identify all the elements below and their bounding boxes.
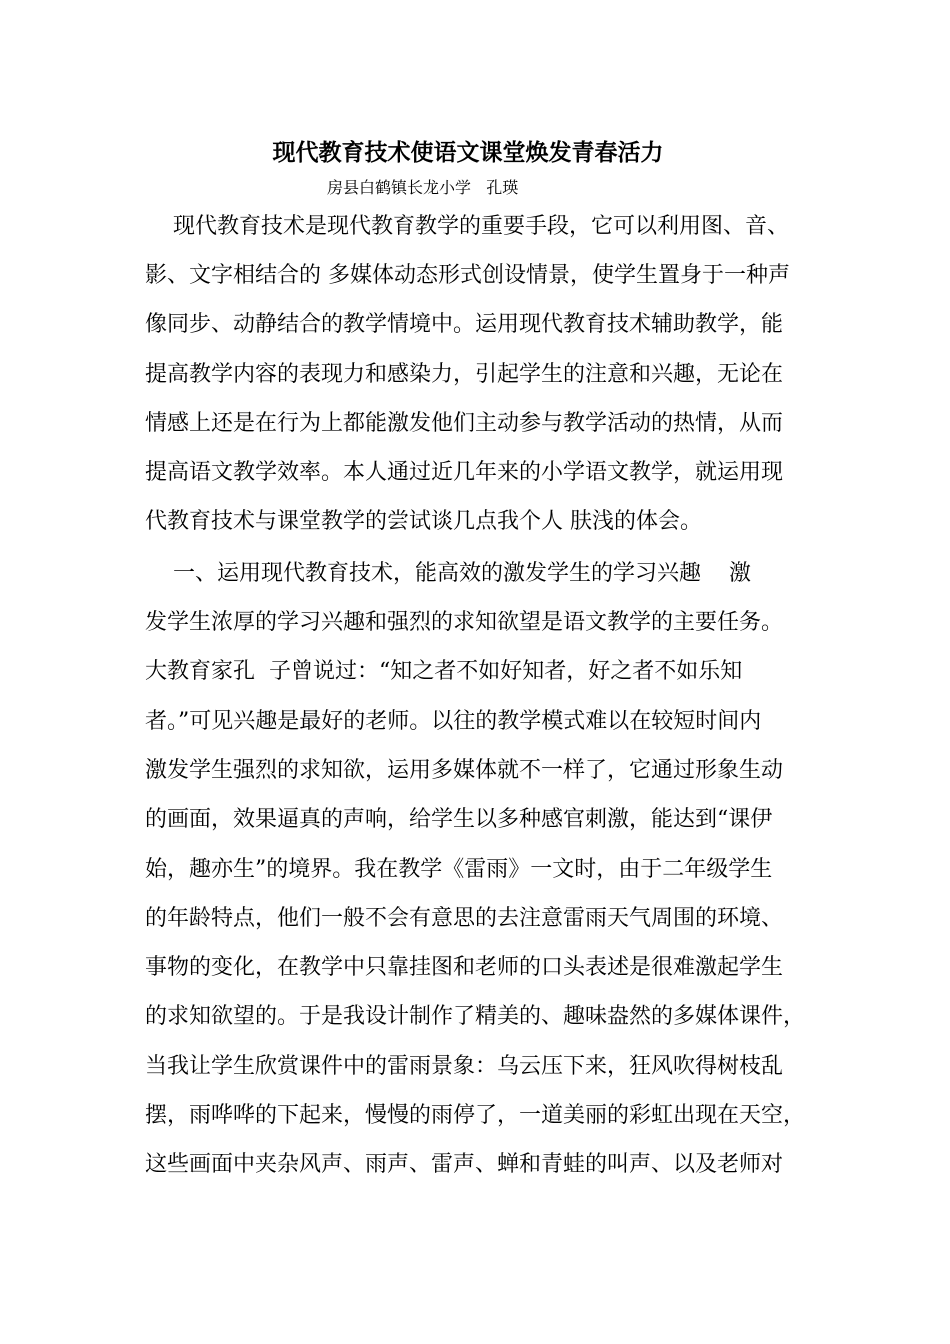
body-line: 这些画面中夹杂风声、雨声、雷声、蝉和青蛙的叫声、以及老师对 <box>145 1152 784 1177</box>
body-line: 情感上还是在行为上都能激发他们主动参与教学活动的热情，从而 <box>145 411 784 436</box>
body-line: 事物的变化，在教学中只靠挂图和老师的口头表述是很难激起学生 <box>145 955 784 980</box>
body-line: 提高教学内容的表现力和感染力，引起学生的注意和兴趣，无论在 <box>145 362 784 387</box>
body-line: 当我让学生欣赏课件中的雷雨景象：乌云压下来，狂风吹得树枝乱 <box>145 1054 784 1079</box>
body-line: 者。”可见兴趣是最好的老师。以往的教学模式难以在较短时间内 <box>145 709 762 734</box>
body-line: 发学生浓厚的学习兴趣和强烈的求知欲望是语文教学的主要任务。 <box>145 610 784 635</box>
body-line: 现代教育技术是现代教育教学的重要手段，它可以利用图、音、 <box>145 214 789 239</box>
body-line: 一、运用现代教育技术，能高效的激发学生的学习兴趣 激 <box>145 561 751 586</box>
body-line: 代教育技术与课堂教学的尝试谈几点我个人 肤浅的体会。 <box>145 509 702 534</box>
body-line: 大教育家孔 子曾说过：“知之者不如好知者，好之者不如乐知 <box>145 659 743 684</box>
body-line: 像同步、动静结合的教学情境中。运用现代教育技术辅助教学，能 <box>145 312 784 337</box>
author-byline: 房县白鹤镇长龙小学 孔瑛 <box>327 178 519 197</box>
body-line: 摆，雨哗哗的下起来，慢慢的雨停了，一道美丽的彩虹出现在天空， <box>145 1103 806 1128</box>
document-title: 现代教育技术使语文课堂焕发青春活力 <box>272 139 664 166</box>
body-line: 激发学生强烈的求知欲，运用多媒体就不一样了，它通过形象生动 <box>145 758 784 783</box>
body-line: 始，趣亦生”的境界。我在教学《雷雨》一文时，由于二年级学生 <box>145 857 773 882</box>
body-line: 的年龄特点，他们一般不会有意思的去注意雷雨天气周围的环境、 <box>145 906 784 931</box>
body-line: 的求知欲望的。于是我设计制作了精美的、趣味盎然的多媒体课件， <box>145 1004 806 1029</box>
body-line: 影、文字相结合的 多媒体动态形式创设情景，使学生置身于一种声 <box>145 263 790 288</box>
body-line: 的画面，效果逼真的声响，给学生以多种感官刺激，能达到“课伊 <box>145 807 773 832</box>
body-line: 提高语文教学效率。本人通过近几年来的小学语文教学，就运用现 <box>145 460 784 485</box>
